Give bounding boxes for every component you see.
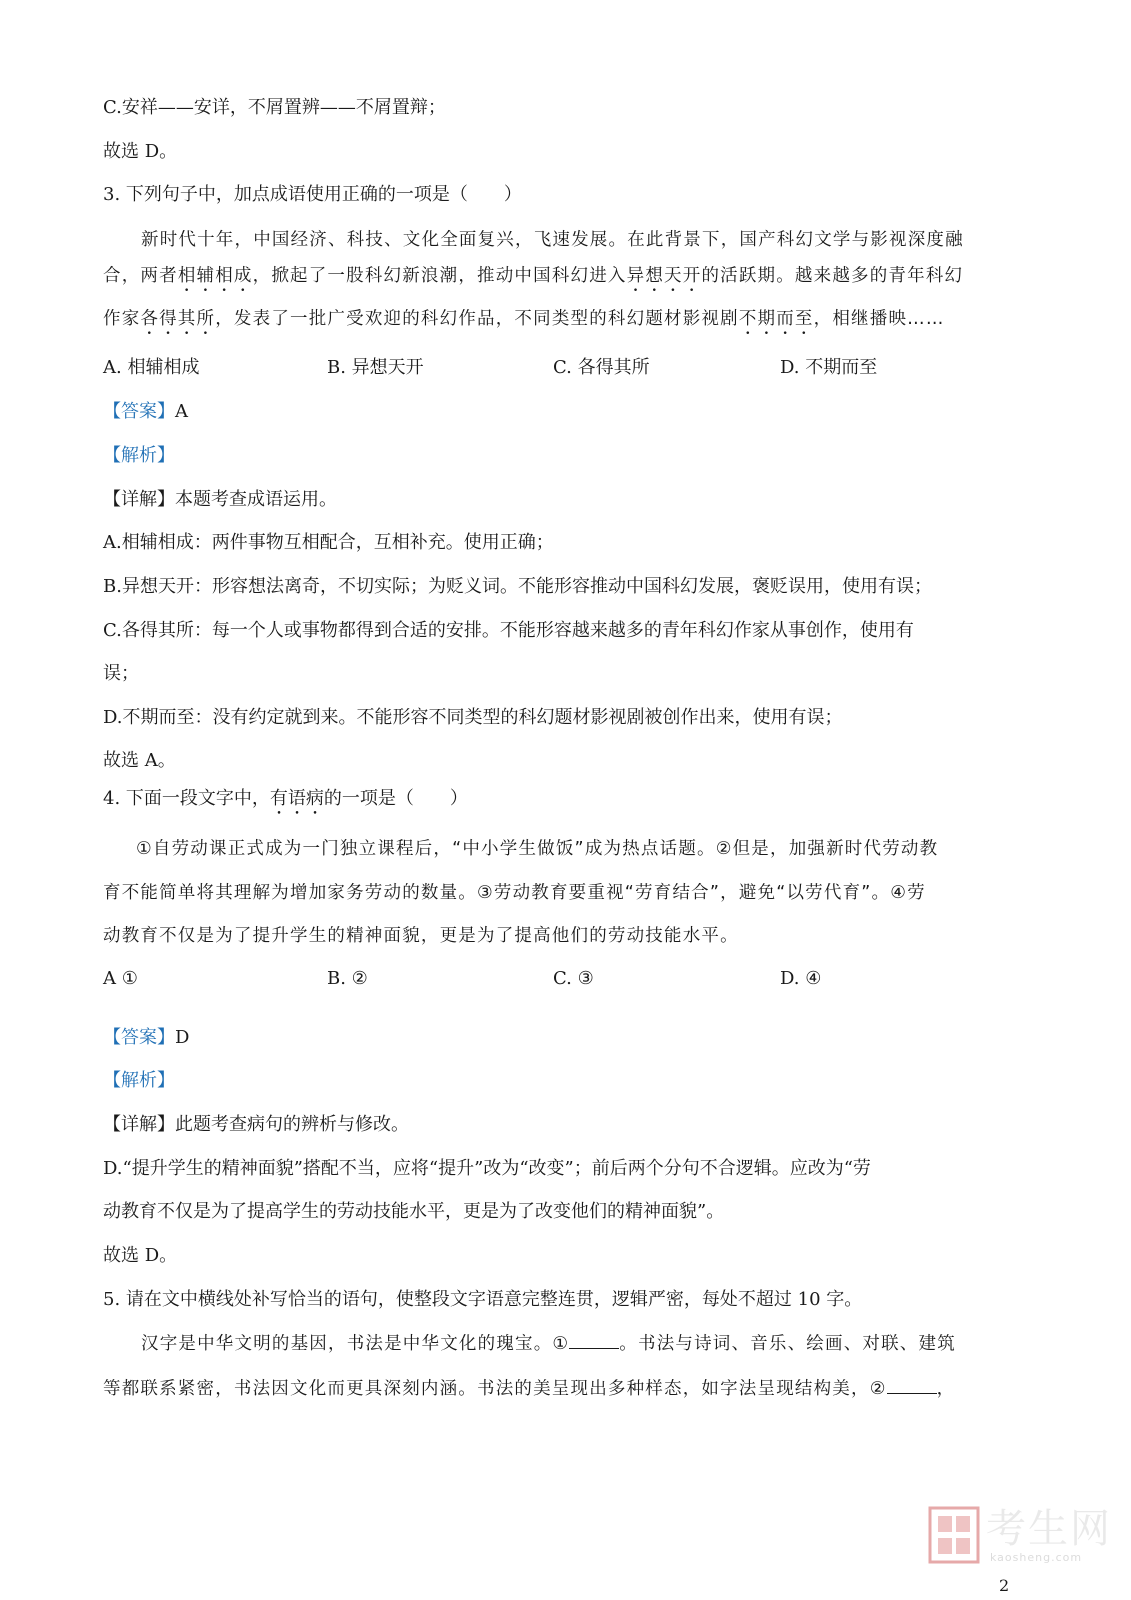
q4-option-c: C. ③ bbox=[553, 968, 594, 989]
q3-text: 作家 bbox=[103, 309, 141, 329]
q3-stem: 3. 下列句子中，加点成语使用正确的一项是（ ） bbox=[103, 184, 522, 205]
q3-option-d: D. 不期而至 bbox=[780, 357, 878, 378]
q3-explain-d: D.不期而至：没有约定就到来。不能形容不同类型的科幻题材影视剧被创作出来，使用有误； bbox=[103, 707, 843, 728]
q4-explain-1: D.“提升学生的精神面貌”搭配不当，应将“提升”改为“改变”；前后两个分句不合逻辑。应改为“劳 bbox=[103, 1158, 871, 1179]
q3-text: 合，两者 bbox=[103, 266, 178, 286]
q3-conclusion: 故选 A。 bbox=[103, 750, 176, 771]
q3-passage-line-2 bbox=[103, 265, 963, 296]
q5-text: ， bbox=[936, 1379, 956, 1399]
q3-text: ，掀起了一股科幻新浪潮，推动中国科幻进入 bbox=[252, 266, 627, 286]
q4-option-b: B. ② bbox=[327, 968, 368, 989]
idiom-dotted: 不期而至 bbox=[738, 309, 814, 329]
q3-detail: 【详解】本题考查成语运用。 bbox=[103, 489, 337, 510]
q4-stem bbox=[103, 788, 468, 819]
q3-text: ，发表了一批广受欢迎的科幻作品，不同类型的科幻题材影视剧 bbox=[215, 309, 739, 329]
page-number: 2 bbox=[999, 1576, 1010, 1595]
q4-explain-2: 动教育不仅是为了提高学生的劳动技能水平，更是为了改变他们的精神面貌”。 bbox=[103, 1201, 725, 1222]
q3-explain-b: B.异想天开：形容想法离奇，不切实际；为贬义词。不能形容推动中国科幻发展，褒贬误用，使用有误； bbox=[103, 576, 932, 597]
q5-stem: 5. 请在文中横线处补写恰当的语句，使整段文字语意完整连贯，逻辑严密，每处不超过 10 字。 bbox=[103, 1289, 863, 1310]
q2-option-c: C.安祥——安详，不屑置辨——不屑置辩； bbox=[103, 97, 446, 118]
q4-passage-line-2: 育不能简单将其理解为增加家务劳动的数量。③劳动教育要重视“劳育结合”，避免“以劳代育”。④劳 bbox=[103, 883, 926, 903]
watermark bbox=[928, 1506, 1118, 1568]
q4-conclusion: 故选 D。 bbox=[103, 1245, 178, 1266]
idiom-dotted: 各得其所 bbox=[140, 309, 216, 329]
q4-option-d: D. ④ bbox=[780, 968, 822, 989]
q4-analysis-tag: 【解析】 bbox=[103, 1070, 175, 1091]
q4-stem-text: 的一项是（ ） bbox=[323, 788, 468, 809]
answer-tag: 【答案】 bbox=[103, 1027, 175, 1048]
q3-option-c: C. 各得其所 bbox=[553, 357, 650, 378]
q3-text: 的活跃期。越来越多的青年科幻 bbox=[701, 266, 964, 286]
q3-option-a: A. 相辅相成 bbox=[103, 357, 200, 378]
answer-value: D bbox=[175, 1027, 190, 1048]
q3-passage-line-1: 新时代十年，中国经济、科技、文化全面复兴，飞速发展。在此背景下，国产科幻文学与影视深度融 bbox=[141, 230, 964, 250]
fill-blank-1[interactable] bbox=[569, 1332, 619, 1349]
idiom-dotted: 异想天开 bbox=[626, 266, 702, 286]
q4-stem-text: 4. 下面一段文字中， bbox=[103, 788, 270, 809]
watermark-logo-icon bbox=[928, 1506, 980, 1564]
q4-passage-line-1: ①自劳动课正式成为一门独立课程后，“中小学生做饭”成为热点话题。②但是，加强新时代劳动教 bbox=[136, 839, 939, 859]
q5-passage-line-1 bbox=[141, 1332, 956, 1355]
fill-blank-2[interactable] bbox=[887, 1377, 937, 1394]
q4-option-a: A ① bbox=[103, 968, 138, 989]
q2-conclusion: 故选 D。 bbox=[103, 141, 178, 162]
q4-stem-dotted: 有语病 bbox=[269, 788, 324, 809]
q3-text: ，相继播映…… bbox=[813, 309, 945, 329]
answer-tag: 【答案】 bbox=[103, 401, 175, 422]
q3-analysis-tag: 【解析】 bbox=[103, 445, 175, 466]
q3-explain-c-2: 误； bbox=[103, 663, 139, 684]
q3-option-b: B. 异想天开 bbox=[327, 357, 424, 378]
q5-text: 汉字是中华文明的基因，书法是中华文化的瑰宝。① bbox=[141, 1334, 570, 1354]
q4-detail: 【详解】此题考查病句的辨析与修改。 bbox=[103, 1114, 409, 1135]
watermark-text: 考生网 bbox=[986, 1506, 1112, 1552]
q5-text: 等都联系紧密，书法因文化而更具深刻内涵。书法的美呈现出多种样态，如字法呈现结构美，② bbox=[103, 1379, 887, 1399]
q4-passage-line-3: 动教育不仅是为了提升学生的精神面貌，更是为了提高他们的劳动技能水平。 bbox=[103, 926, 739, 946]
q3-passage-line-3 bbox=[103, 308, 945, 339]
q4-answer bbox=[103, 1027, 189, 1049]
watermark-subtext: kaosheng.com bbox=[990, 1551, 1083, 1564]
answer-value: A bbox=[175, 401, 188, 422]
q5-text: 。书法与诗词、音乐、绘画、对联、建筑 bbox=[619, 1334, 956, 1354]
q3-explain-c-1: C.各得其所：每一个人或事物都得到合适的安排。不能形容越来越多的青年科幻作家从事创作，使用有 bbox=[103, 620, 914, 641]
q3-explain-a: A.相辅相成：两件事物互相配合，互相补充。使用正确； bbox=[103, 532, 554, 553]
idiom-dotted: 相辅相成 bbox=[177, 266, 253, 286]
q3-answer bbox=[103, 401, 188, 423]
q5-passage-line-2 bbox=[103, 1377, 955, 1400]
